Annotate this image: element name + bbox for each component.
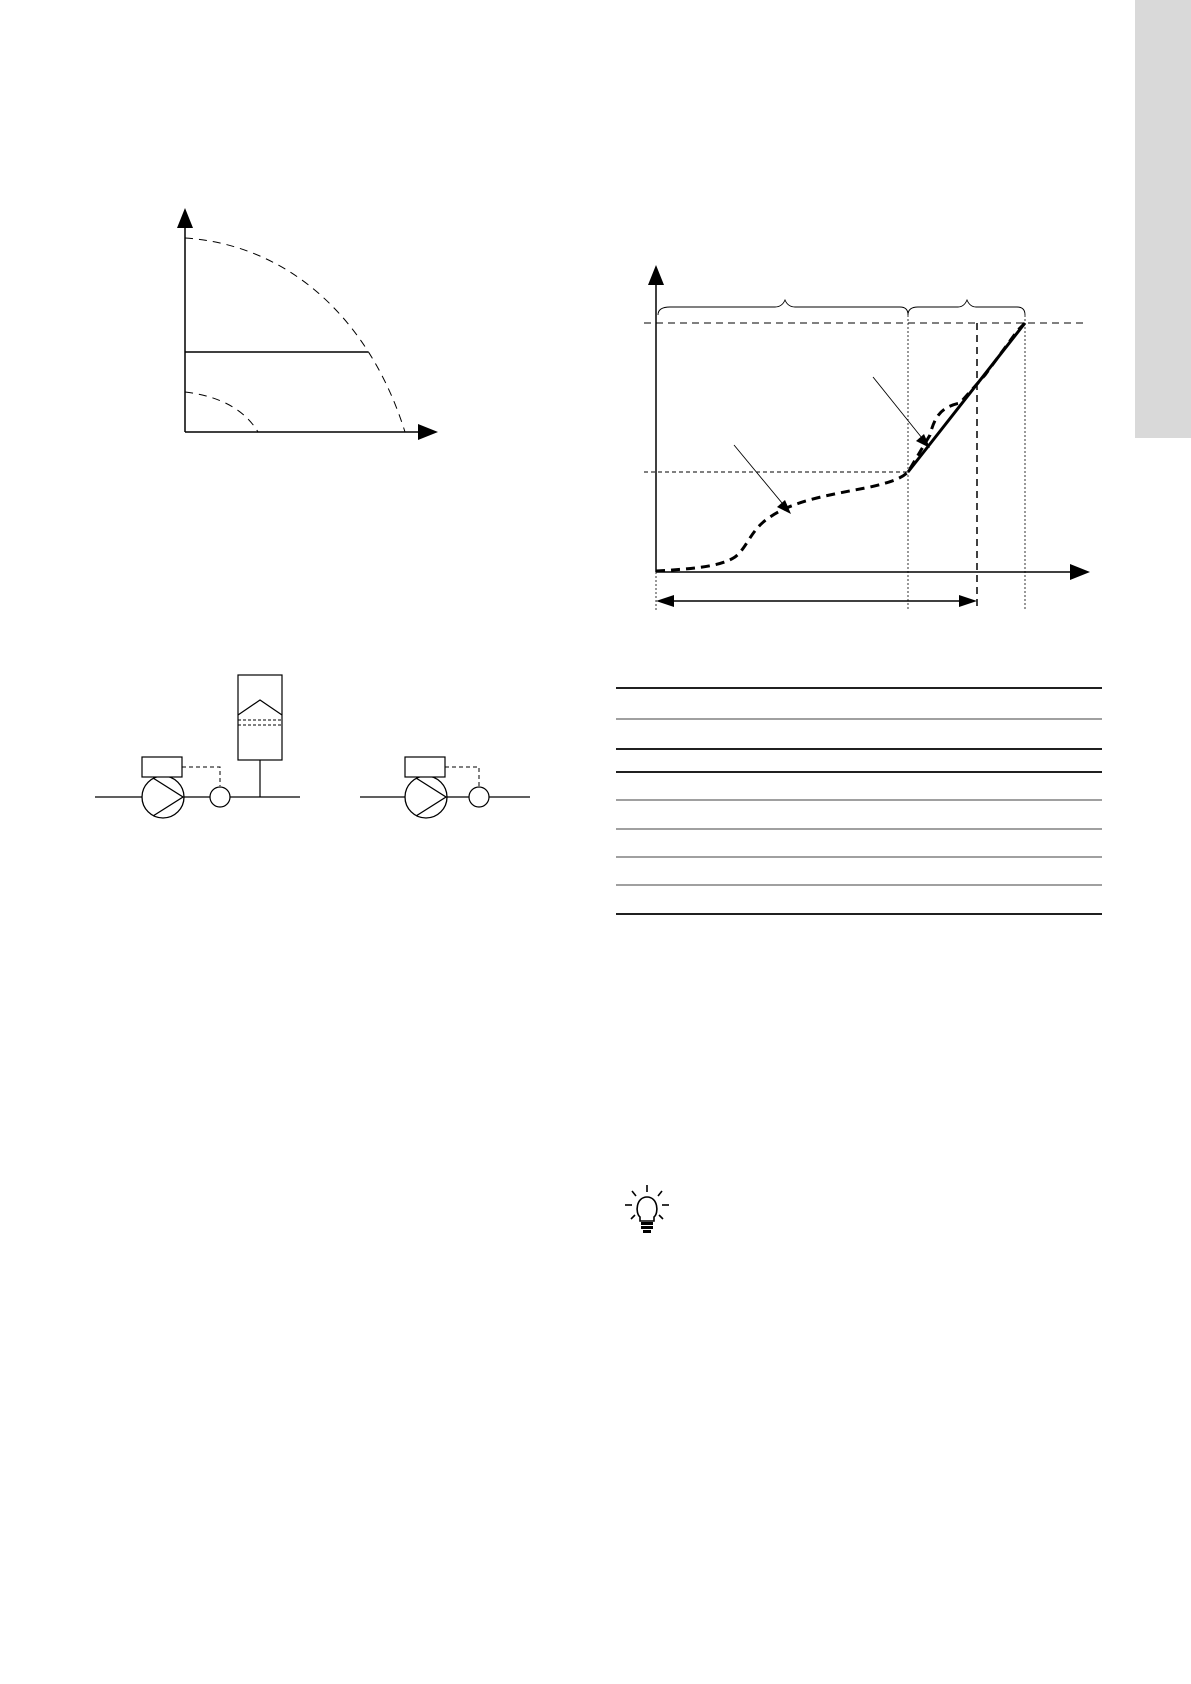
control-line — [908, 323, 1025, 472]
leader-measured — [734, 445, 787, 509]
y-axis-arrow — [648, 265, 664, 285]
brace-left — [658, 300, 908, 315]
control-curve-diagram — [630, 255, 1100, 615]
lightbulb-icon — [623, 1183, 671, 1235]
range-arrow-right — [959, 595, 977, 607]
leader-control — [873, 377, 926, 443]
pump-symbol — [405, 776, 447, 818]
pump-symbol — [142, 776, 184, 818]
measured-curve — [656, 323, 1025, 571]
pump-curve-diagram — [160, 200, 450, 450]
controller-box — [405, 757, 445, 777]
data-table — [616, 685, 1102, 920]
sensor — [469, 787, 489, 807]
pump-tank-schematic — [95, 670, 310, 830]
min-curve — [185, 392, 258, 432]
y-axis-arrow — [177, 208, 193, 228]
tank — [238, 675, 282, 760]
controller-box — [142, 757, 182, 777]
signal-line — [445, 767, 479, 787]
brace-right — [908, 300, 1025, 315]
side-tab — [1135, 0, 1191, 438]
sensor — [210, 787, 230, 807]
x-axis-arrow — [418, 424, 438, 440]
max-curve — [185, 238, 405, 432]
pump-sensor-schematic — [355, 750, 540, 820]
range-arrow-left — [656, 595, 674, 607]
x-axis-arrow — [1070, 564, 1090, 580]
signal-line — [182, 767, 220, 786]
